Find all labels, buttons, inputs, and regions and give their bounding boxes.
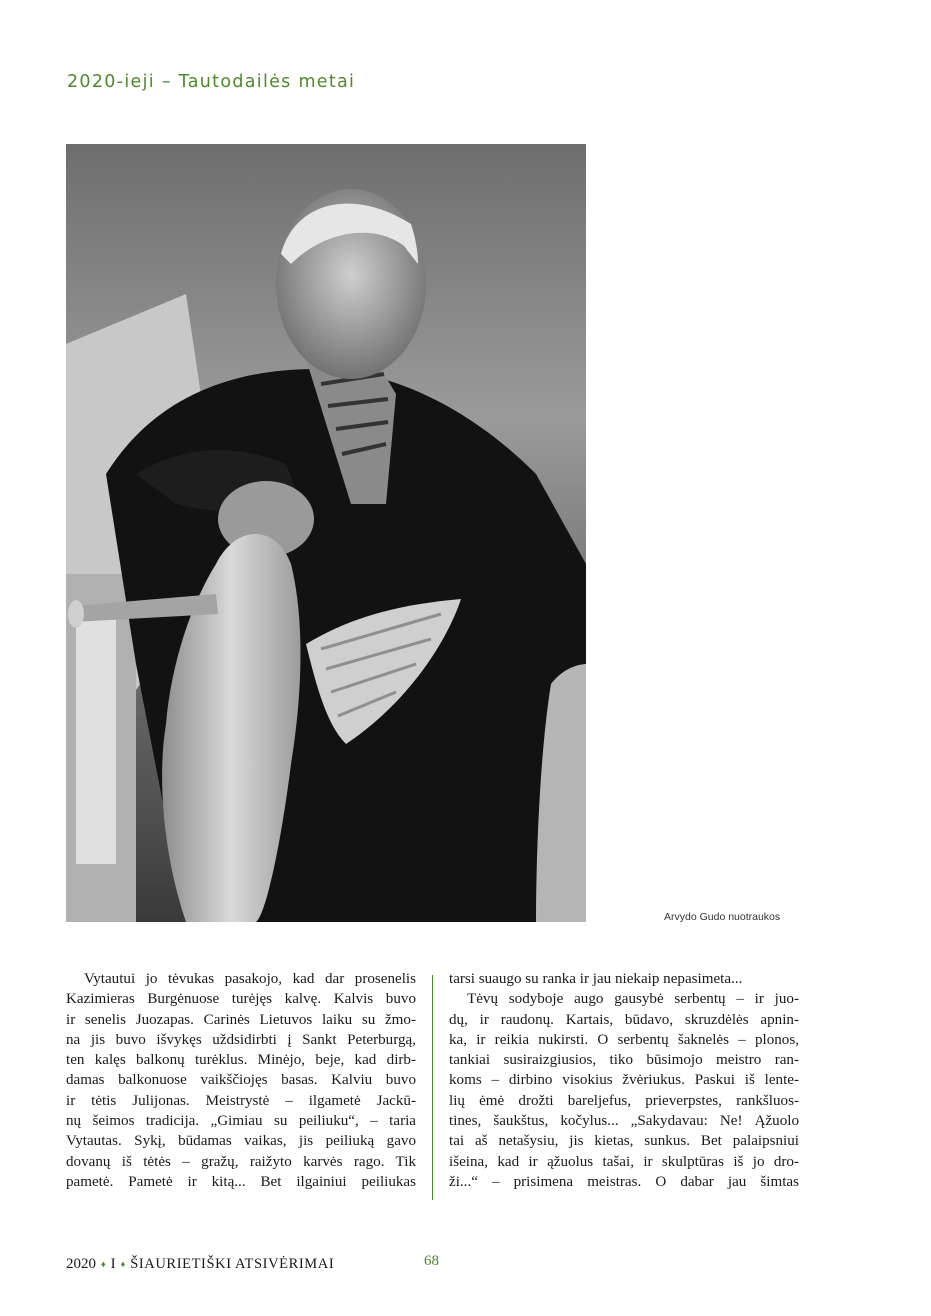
text-line: tines, šaukštus, kočylus... „Sakydavau: Ne! Ąžuolo xyxy=(449,1113,799,1130)
column-divider xyxy=(432,975,433,1200)
text-line: ži...“ – prisimena meistras. O dabar jau šimtas xyxy=(449,1173,799,1190)
text-line: išeina, kad ir ąžuolus tašai, ir skulptūras iš jo dro- xyxy=(449,1153,799,1170)
text-line: tai aš netašysiu, jis kietas, sunkus. Bet palaipsniui xyxy=(449,1133,799,1150)
footer-year: 2020 xyxy=(66,1255,96,1272)
magazine-title: ŠIAURIETIŠKI ATSIVĖRIMAI xyxy=(130,1255,335,1272)
text-line: tankiai susiraizgiusios, tiko būsimojo meistro ran- xyxy=(449,1052,799,1069)
text-line: ir senelis Juozapas. Carinės Lietuvos laiku su žmo- xyxy=(66,1011,416,1028)
text-line: na jis buvo išvykęs uždsidirbti į Sankt Peterburgą, xyxy=(66,1031,416,1048)
text-line: lių ėmė drožti bareljefus, prieverpstes, rankšluos- xyxy=(449,1092,799,1109)
photograph xyxy=(66,144,586,922)
section-title: 2020-ieji – Tautodailės metai xyxy=(67,72,356,92)
photo-credit: Arvydo Gudo nuotraukos xyxy=(664,911,781,923)
text-line: nų šeimos tradicija. „Gimiau su peiliuku“, – taria xyxy=(66,1113,416,1130)
diamond-icon: ♦ xyxy=(120,1259,126,1269)
text-line: Kazimieras Burgėnuose turėjęs kalvę. Kalvis buvo xyxy=(66,991,416,1008)
diamond-icon: ♦ xyxy=(101,1259,106,1269)
text-line: ir tėtis Julijonas. Meistrystė – ilgametė Jackū- xyxy=(66,1092,416,1109)
text-line: damas balkonuose vaikščiojęs basas. Kalviu buvo xyxy=(66,1072,416,1089)
text-line: Vytautas. Sykį, būdamas vaikas, jis peiliuką gavo xyxy=(66,1133,416,1150)
text-line: dovanų iš tėtės – gražų, raižyto karvės rago. Tik xyxy=(66,1153,416,1170)
text-line: dų, ir raudonų. Kartais, būdavo, skruzdėlės apnin- xyxy=(449,1011,799,1028)
text-column-left xyxy=(66,969,416,1192)
text-line: pametė. Pametė ir kitą... Bet ilgainiui peiliukas xyxy=(66,1173,416,1190)
text-column-right xyxy=(449,969,799,1192)
page-number: 68 xyxy=(424,1253,439,1269)
footer-issue: I xyxy=(110,1255,116,1272)
text-line: Tėvų sodyboje augo gausybė serbentų – ir juo- xyxy=(467,991,799,1008)
text-line: ka, ir reikia nukirsti. O serbentų šaknelės – plonos, xyxy=(449,1031,799,1048)
text-line: koms – dirbino visokius žvėriukus. Paskui iš lente- xyxy=(449,1072,799,1089)
text-line: ten kalęs balkonų turėklus. Minėjo, beje, kad dirb- xyxy=(66,1052,416,1069)
text-line: tarsi suaugo su ranka ir jau niekaip nepasimeta... xyxy=(449,971,743,987)
text-line: Vytautui jo tėvukas pasakojo, kad dar prosenelis xyxy=(84,971,416,987)
page-footer xyxy=(66,1254,334,1274)
